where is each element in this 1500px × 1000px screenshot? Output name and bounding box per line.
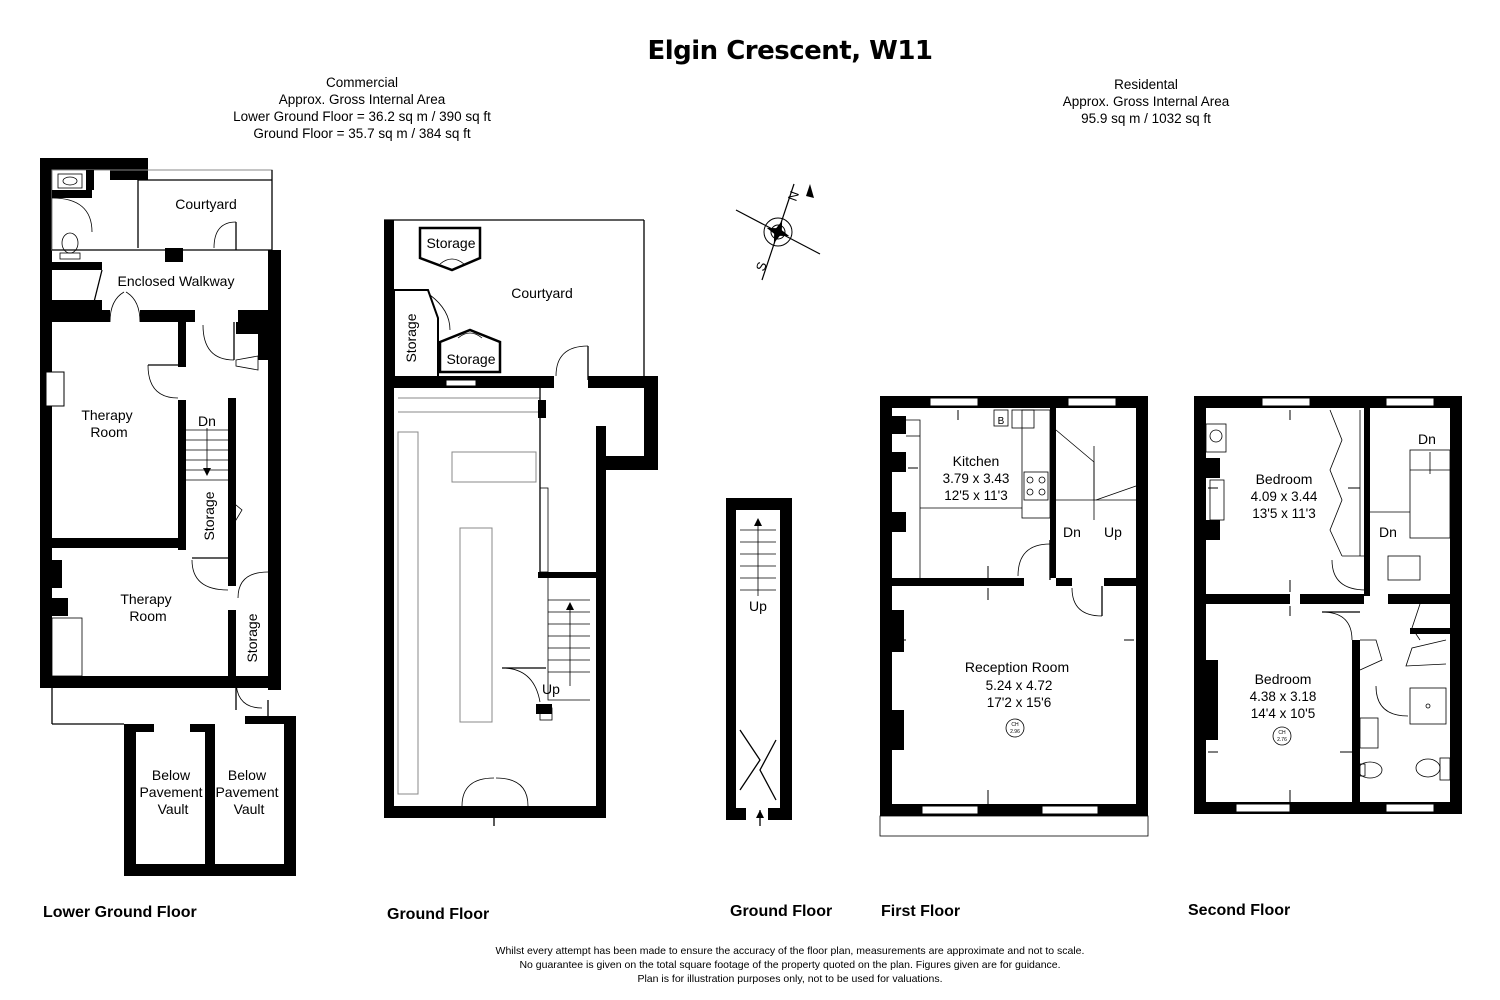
sf-bedroom2-imperial: 14'4 x 10'5 bbox=[1250, 706, 1316, 721]
commercial-area-label: Approx. Gross Internal Area bbox=[278, 92, 446, 107]
ff-reception-metric: 5.24 x 4.72 bbox=[985, 678, 1053, 693]
sf-ch-label: CH bbox=[1278, 730, 1286, 736]
lower-ground-floor-label: Lower Ground Floor bbox=[43, 904, 197, 921]
gf-storage3-label: Storage bbox=[446, 351, 496, 367]
sf-bedroom1-metric: 4.09 x 3.44 bbox=[1250, 489, 1318, 504]
sf-dn-mid-label: Dn bbox=[1379, 524, 1397, 540]
compass-south-label: S bbox=[752, 259, 770, 274]
gf-courtyard-label: Courtyard bbox=[511, 285, 573, 301]
lg-storage1-label: Storage bbox=[201, 491, 217, 541]
lg-vault1-label-c: Vault bbox=[157, 801, 189, 817]
commercial-heading: Commercial bbox=[325, 75, 398, 90]
lg-storage2-label: Storage bbox=[244, 613, 260, 663]
lg-vault2-label-a: Below bbox=[227, 767, 267, 783]
lg-therapy2-label-a: Therapy bbox=[120, 591, 172, 607]
first-floor-label: First Floor bbox=[881, 903, 961, 920]
ff-boiler-label: B bbox=[997, 416, 1005, 427]
lg-vault1-label-a: Below bbox=[151, 767, 191, 783]
lg-walkway-label: Enclosed Walkway bbox=[117, 273, 235, 289]
ground-floor-hall-label: Ground Floor bbox=[730, 903, 833, 920]
commercial-lower-ground-area: Lower Ground Floor = 36.2 sq m / 390 sq ft bbox=[233, 109, 491, 124]
ff-reception-label: Reception Room bbox=[964, 659, 1070, 675]
lg-vault2-label-c: Vault bbox=[233, 801, 265, 817]
lg-therapy1-label-a: Therapy bbox=[81, 407, 133, 423]
gf-storage1-label: Storage bbox=[426, 235, 476, 251]
gf-up-label: Up bbox=[542, 681, 560, 697]
ff-kitchen-imperial: 12'5 x 11'3 bbox=[944, 488, 1008, 503]
residential-area-label: Approx. Gross Internal Area bbox=[1062, 94, 1230, 109]
sf-ch-value: 2.76 bbox=[1277, 737, 1287, 743]
compass-rose-icon bbox=[736, 184, 820, 280]
ff-dn-label: Dn bbox=[1063, 524, 1081, 540]
ff-up-label: Up bbox=[1104, 524, 1122, 540]
disclaimer bbox=[380, 944, 1200, 986]
lg-therapy2-label-b: Room bbox=[129, 608, 167, 624]
hall-stair bbox=[740, 518, 776, 596]
lower-ground-floor-plan bbox=[40, 158, 296, 876]
hall-up-label: Up bbox=[749, 598, 767, 614]
ground-floor-hall-plan bbox=[726, 498, 792, 826]
residential-total-area: 95.9 sq m / 1032 sq ft bbox=[1081, 111, 1211, 126]
residential-heading: Residental bbox=[1114, 77, 1178, 92]
lg-vault2-label-b: Pavement bbox=[215, 784, 279, 800]
first-floor-plan bbox=[880, 396, 1148, 836]
ff-kitchen-metric: 3.79 x 3.43 bbox=[942, 471, 1010, 486]
disclaimer-line-1: Whilst every attempt has been made to ensure the accuracy of the floor plan, measurements are approximate and not to scale. bbox=[495, 945, 1085, 957]
ground-floor-label: Ground Floor bbox=[387, 906, 490, 923]
sf-dn-top-label: Dn bbox=[1418, 431, 1436, 447]
page-title: Elgin Crescent, W11 bbox=[647, 36, 933, 66]
lg-courtyard-label: Courtyard bbox=[175, 196, 237, 212]
compass-north-label: N bbox=[784, 189, 803, 204]
lg-dn-label: Dn bbox=[198, 413, 216, 429]
sf-bedroom1-imperial: 13'5 x 11'3 bbox=[1252, 506, 1316, 521]
second-floor-plan bbox=[1194, 396, 1462, 814]
ff-kitchen-label: Kitchen bbox=[952, 453, 1000, 469]
lg-therapy1-label-b: Room bbox=[90, 424, 128, 440]
ff-ch-value: 2.96 bbox=[1010, 729, 1020, 735]
second-floor-label: Second Floor bbox=[1188, 902, 1291, 919]
sf-bedroom2-label: Bedroom bbox=[1254, 671, 1312, 687]
commercial-ground-area: Ground Floor = 35.7 sq m / 384 sq ft bbox=[253, 126, 471, 141]
ff-reception-imperial: 17'2 x 15'6 bbox=[986, 695, 1052, 710]
disclaimer-line-2: No guarantee is given on the total square footage of the property quoted on the plan. Figures given are for guidance. bbox=[519, 959, 1061, 971]
disclaimer-line-3: Plan is for illustration purposes only, not to be used for valuations. bbox=[637, 973, 943, 985]
ff-ch-label: CH bbox=[1011, 722, 1019, 728]
sf-bedroom2-metric: 4.38 x 3.18 bbox=[1249, 689, 1317, 704]
gf-storage2-label: Storage bbox=[403, 313, 419, 363]
lower-ground-stair bbox=[186, 428, 228, 480]
sf-bedroom1-label: Bedroom bbox=[1255, 471, 1313, 487]
lg-vault1-label-b: Pavement bbox=[139, 784, 203, 800]
ground-floor-plan bbox=[384, 220, 658, 826]
